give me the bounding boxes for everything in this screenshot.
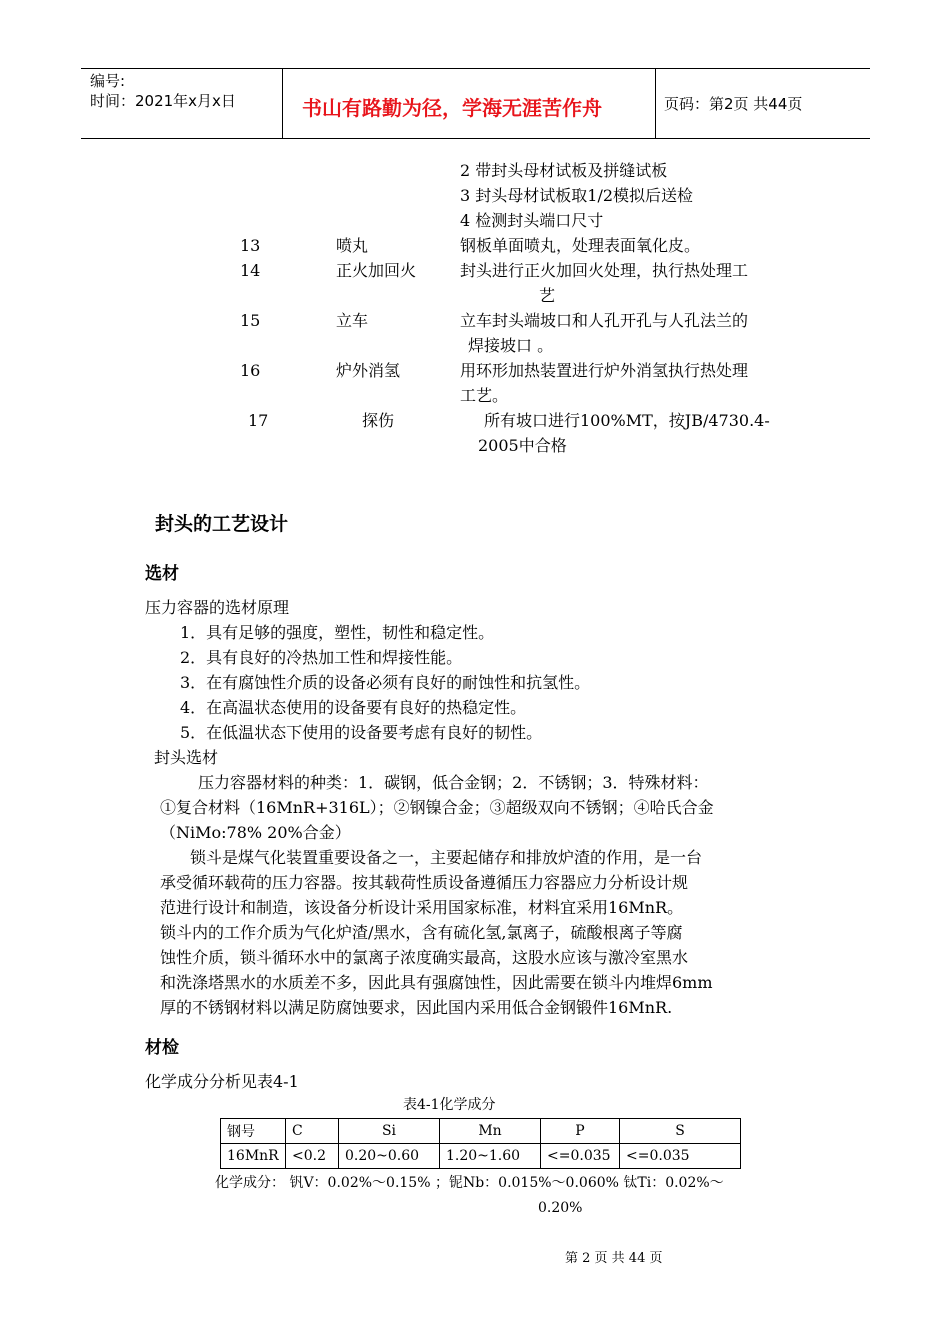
table-caption: 表4-1化学成分 bbox=[403, 1097, 496, 1113]
document-time-label: 时间：2021年x月x日 bbox=[90, 92, 236, 110]
paragraph-line: 压力容器材料的种类：1．碳钢，低合金钢；2．不锈钢；3．特殊材料： bbox=[198, 773, 709, 792]
chemical-composition-table bbox=[220, 1118, 741, 1169]
composition-note: 化学成分： 钒V：0.02%～0.15% ；铌Nb：0.015%～0.060% 钛Ti：0.02%～ bbox=[215, 1175, 724, 1191]
table-header-cell: S bbox=[620, 1119, 741, 1144]
list-item: 2．具有良好的冷热加工性和焊接性能。 bbox=[180, 648, 463, 667]
subsection-title: 选材 bbox=[145, 564, 179, 584]
header-divider bbox=[655, 69, 656, 138]
process-step-desc: 艺 bbox=[539, 286, 556, 305]
process-step-number: 13 bbox=[240, 236, 261, 255]
process-step-desc: 立车封头端坡口和人孔开孔与人孔法兰的 bbox=[460, 311, 749, 330]
list-item: 5．在低温状态下使用的设备要考虑有良好的韧性。 bbox=[180, 723, 543, 742]
process-line: 3 封头母材试板取1/2模拟后送检 bbox=[460, 186, 694, 205]
table-header-cell: 钢号 bbox=[221, 1119, 286, 1144]
process-step-desc: 2005中合格 bbox=[478, 436, 567, 455]
paragraph-line: 蚀性介质，锁斗循环水中的氯离子浓度确实最高，这股水应该与激冷室黑水 bbox=[160, 948, 689, 967]
list-item: 4．在高温状态使用的设备要有良好的热稳定性。 bbox=[180, 698, 527, 717]
process-step-desc: 钢板单面喷丸，处理表面氧化皮。 bbox=[460, 236, 701, 255]
table-cell: 0.20~0.60 bbox=[339, 1144, 440, 1169]
paragraph-line: 厚的不锈钢材料以满足防腐蚀要求，因此国内采用低合金钢锻件16MnR. bbox=[160, 998, 673, 1017]
paragraph-line: （NiMo:78% 20%合金） bbox=[160, 823, 351, 842]
process-step-name: 探伤 bbox=[362, 411, 395, 430]
paragraph-line: 范进行设计和制造，该设备分析设计采用国家标准，材料宜采用16MnR。 bbox=[160, 898, 684, 917]
process-line: 4 检测封头端口尺寸 bbox=[460, 211, 604, 230]
table-cell: <=0.035 bbox=[541, 1144, 620, 1169]
table-cell: 16MnR bbox=[221, 1144, 286, 1169]
page-footer: 第 2 页 共 44 页 bbox=[565, 1251, 663, 1266]
process-step-desc: 所有坡口进行100%MT，按JB/4730.4- bbox=[484, 411, 770, 430]
process-step-desc: 工艺。 bbox=[460, 386, 509, 405]
process-step-name: 喷丸 bbox=[336, 236, 369, 255]
process-step-name: 正火加回火 bbox=[336, 261, 417, 280]
paragraph-line: 化学成分分析见表4-1 bbox=[145, 1072, 299, 1091]
list-item: 1．具有足够的强度，塑性，韧性和稳定性。 bbox=[180, 623, 495, 642]
process-step-name: 立车 bbox=[336, 311, 369, 330]
paragraph-heading: 压力容器的选材原理 bbox=[145, 598, 290, 617]
process-step-desc: 用环形加热装置进行炉外消氢执行热处理 bbox=[460, 361, 749, 380]
table-cell: <=0.035 bbox=[620, 1144, 741, 1169]
table-header-cell: C bbox=[286, 1119, 339, 1144]
paragraph-heading: 封头选材 bbox=[154, 748, 219, 767]
table-header-row bbox=[221, 1119, 741, 1144]
process-step-desc: 焊接坡口 。 bbox=[468, 336, 554, 355]
paragraph-line: 和洗涤塔黑水的水质差不多，因此具有强腐蚀性，因此需要在锁斗内堆焊6mm bbox=[160, 973, 713, 992]
composition-note: 0.20% bbox=[538, 1200, 583, 1216]
section-title: 封头的工艺设计 bbox=[155, 513, 289, 535]
header-divider bbox=[282, 69, 283, 138]
paragraph-line: 承受循环载荷的压力容器。按其载荷性质设备遵循压力容器应力分析设计规 bbox=[160, 873, 689, 892]
paragraph-line: 锁斗内的工作介质为气化炉渣/黑水，含有硫化氢,氯离子，硫酸根离子等腐 bbox=[160, 923, 683, 942]
header-motto: 书山有路勤为径，学海无涯苦作舟 bbox=[302, 96, 602, 120]
paragraph-line: ①复合材料（16MnR+316L）；②钢镍合金；③超级双向不锈钢；④哈氏合金 bbox=[160, 798, 714, 817]
table-row bbox=[221, 1144, 741, 1169]
paragraph-line: 锁斗是煤气化装置重要设备之一，主要起储存和排放炉渣的作用，是一台 bbox=[190, 848, 703, 867]
process-step-number: 14 bbox=[240, 261, 261, 280]
process-step-number: 17 bbox=[248, 411, 269, 430]
process-step-desc: 封头进行正火加回火处理，执行热处理工 bbox=[460, 261, 749, 280]
process-line: 2 带封头母材试板及拼缝试板 bbox=[460, 161, 668, 180]
table-header-cell: Si bbox=[339, 1119, 440, 1144]
document-number-label: 编号: bbox=[90, 72, 126, 90]
process-step-number: 15 bbox=[240, 311, 261, 330]
table-cell: 1.20~1.60 bbox=[440, 1144, 541, 1169]
list-item: 3．在有腐蚀性介质的设备必须有良好的耐蚀性和抗氢性。 bbox=[180, 673, 591, 692]
process-step-number: 16 bbox=[240, 361, 261, 380]
subsection-title: 材检 bbox=[145, 1038, 179, 1058]
table-header-cell: Mn bbox=[440, 1119, 541, 1144]
table-cell: <0.2 bbox=[286, 1144, 339, 1169]
table-header-cell: P bbox=[541, 1119, 620, 1144]
process-step-name: 炉外消氢 bbox=[336, 361, 401, 380]
header-page-info: 页码：第2页 共44页 bbox=[664, 95, 803, 113]
